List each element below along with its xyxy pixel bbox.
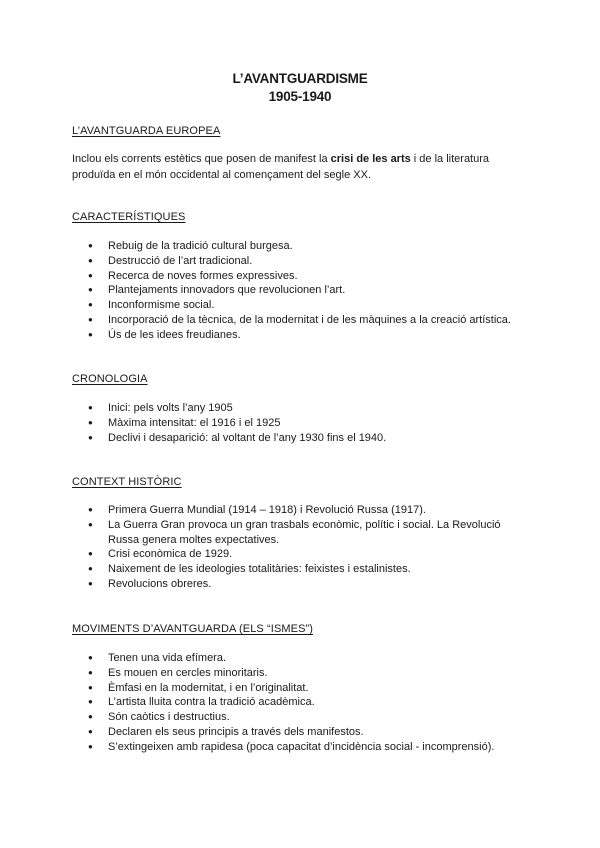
list-item: ● L’artista lluita contra la tradició acadèmica. [72,695,532,710]
list-item: ● Es mouen en cercles minoritaris. [72,666,532,681]
list-item: ● Ús de les idees freudianes. [72,328,532,343]
document-years: 1905-1940 [268,89,332,104]
list-item: ● Revolucions obreres. [72,577,532,592]
list-item: ● Incorporació de la tècnica, de la modernitat i de les màquines a la creació artística. [72,313,532,328]
caracteristiques-list [72,239,532,343]
list-item: ● Primera Guerra Mundial (1914 – 1918) i Revolució Russa (1917). [72,503,532,518]
list-item: ● Declaren els seus principis a través dels manifestos. [72,725,532,740]
intro-text-bold: crisi de les arts [330,153,411,165]
list-item: ● Inconformisme social. [72,298,532,313]
list-item: ● Naixement de les ideologies totalitàries: feixistes i estalinistes. [72,562,532,577]
heading-context-historic: CONTEXT HISTÒRIC [72,476,182,488]
list-item: ● Rebuig de la tradició cultural burgesa. [72,239,532,254]
intro-text-after: i de la literatura produïda en el món occidental al començament del segle XX. [72,153,490,181]
list-item: ● Tenen una vida efímera. [72,651,532,666]
list-item: ● Declivi i desaparició: al voltant de l’any 1930 fins el 1940. [72,431,532,446]
intro-text-before: Inclou els corrents estètics que posen de manifest la [72,153,331,165]
document-title: L’AVANTGUARDISME [232,71,368,86]
moviments-list [72,651,532,755]
cronologia-list [72,401,532,445]
list-item: ● S’extingeixen amb rapidesa (poca capacitat d’incidència social - incomprensió). [72,740,532,755]
context-list [72,503,532,592]
list-item: ● Destrucció de l’art tradicional. [72,254,532,269]
list-item: ● Màxima intensitat: el 1916 i el 1925 [72,416,532,431]
list-item: ● Recerca de noves formes expressives. [72,269,532,284]
list-item: ● Són caòtics i destructius. [72,710,532,725]
list-item: ● Crisi econòmica de 1929. [72,547,532,562]
list-item: ● Inici: pels volts l’any 1905 [72,401,532,416]
list-item: ● Èmfasi en la modernitat, i en l’originalitat. [72,681,532,696]
heading-cronologia: CRONOLOGIA [72,373,148,385]
intro-paragraph [72,152,532,183]
list-item: ● Plantejaments innovadors que revolucionen l’art. [72,283,532,298]
list-item: ● La Guerra Gran provoca un gran trasbals econòmic, polític i social. La Revolució Russa genera moltes expectatives. [72,518,532,548]
heading-caracteristiques: CARACTERÍSTIQUES [72,211,186,223]
heading-avantguarda-europea: L’AVANTGUARDA EUROPEA [72,125,221,137]
heading-moviments: MOVIMENTS D’AVANTGUARDA (ELS “ISMES”) [72,623,314,635]
